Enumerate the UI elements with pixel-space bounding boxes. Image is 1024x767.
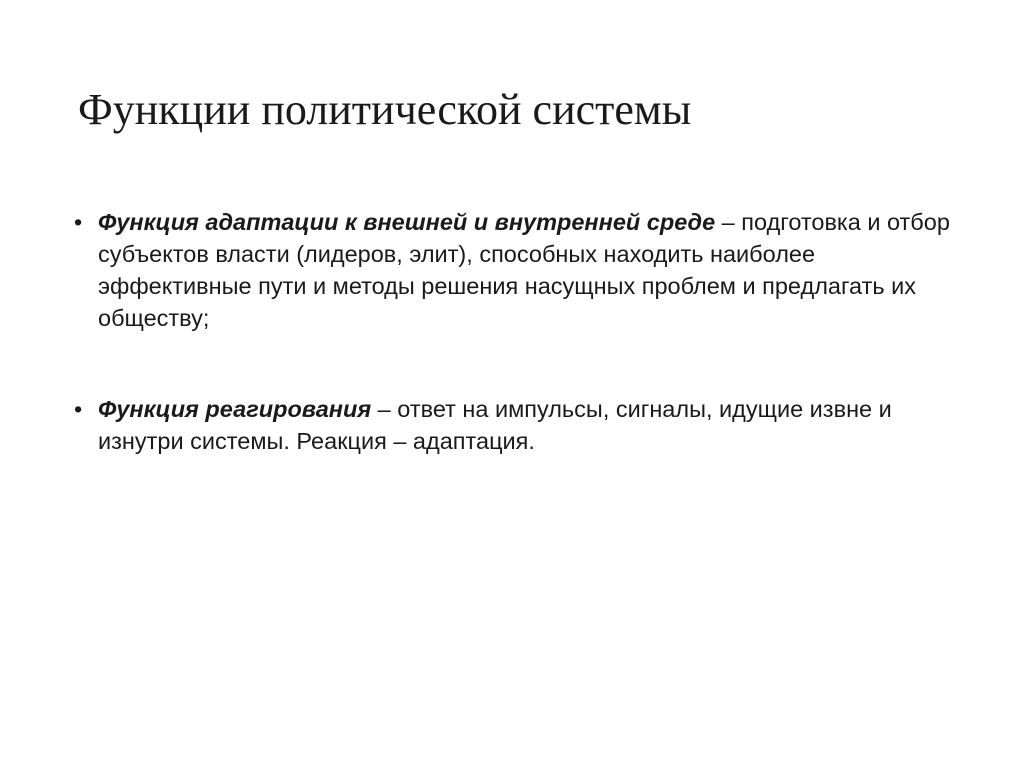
- bullet-dot-icon: •: [74, 209, 83, 235]
- bullet-text: – ответ на импульсы, сигналы, идущие извне и изнутри системы. Реакция – адаптация.: [98, 396, 892, 454]
- bullet-item-adaptation: [74, 206, 954, 334]
- bullet-text: – подготовка и отбор субъектов власти (лидеров, элит), способных находить наиболее эффективные пути и методы решения насущных проблем и предлагать их обществу;: [98, 209, 950, 331]
- bullet-term: Функция адаптации к внешней и внутренней среде: [98, 209, 716, 235]
- bullet-term: Функция реагирования: [98, 396, 372, 422]
- bullet-list: [74, 206, 954, 457]
- slide-title: Функции политической системы: [78, 85, 692, 134]
- bullet-item-response: [74, 393, 954, 457]
- bullet-dot-icon: •: [74, 396, 83, 422]
